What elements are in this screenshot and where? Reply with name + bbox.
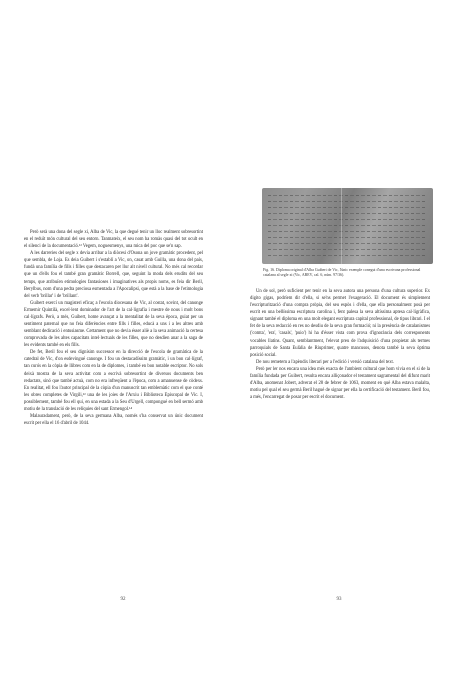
- paragraph: Però serà una dona del segle xi, Alba de Vic, la que degué tenir un lloc realment sobresortint en el reduït món cultural del seu entorn. Tanmateix, el seu nom ha romàs quasi del tot ocult en el silenci de la documentació.¹² Vegem, noguesmenys, una mica del poc que se'n sap.: [24, 230, 203, 250]
- paragraph: Però per ler nos encara una idea més exacta de l'ambient cultural que hom vivia en el si de la família fundada per Guibert, resulta encara alliçonador el testament sagramental del difunt marit d'Alba, anomenat Jobert, adverat el 28 de febrer de 1063, moment en què Alba estava malalta, motiu pel qual el seu germà Beril hagué de signar per ella la certificació del testament. Beril fou, a més, l'encarregat de posar per escrit el document.: [250, 366, 430, 401]
- page-number: 92: [120, 597, 126, 602]
- paragraph: A les darreries del segle x devia arribar a la diòcesi d'Osona un jove gramàtic procedent, pel que sembla, de Loja. Es deia Guibert i s'establí a Vic, on, casat amb Guilla, una dona del país, fundà una família de fills i filles que destacaren per llur alt nivell cultural. No més cal recordar que un d'ells fou el també gran gramàtic Borrell, que, seguint la moda dels erudits del seu temps, que atribuïen etimologies fantasioses i imaginatives als propis noms, es feia dir Beril, Berylbus, nom d'una pedra preciosa esmentada a l'Apocalipsi, que està a la base de l'etimologia del verb 'brillar' i de 'brillant'.: [24, 251, 203, 299]
- figure-caption: Fig. 16. Diploma original d'Alba Guibert de Vic, l'únic exemple conegut d'una escrivana professional catalana al segle xi (Vic, ABEV, cal. 6, núm. 97/36).: [263, 268, 421, 278]
- left-text-column: [24, 229, 203, 427]
- manuscript-diploma-image: [262, 188, 433, 264]
- paragraph: De fet, Beril fou el seu dignísim successor en la direcció de l'escola de gramàtica de la catedral de Vic, d'on esdevingué canonge. I fou un destacadíssim gramàtic, i un bon cal·lígraf, tan curós en la còpia de llibres com en la de diplomes, i també en bon notable escriptor. No sols deixà mostra de la seva activitat com a escrivà sobresortint de diversos documents ben redactats, sinó que també actuà, com no era infreqüent a l'època, com a amanuense de còdexs. En realitat, ell fou l'autor principal de la còpia d'un manuscrit tan emblemàtic com el que conté les obres completes de Virgili,¹³ una de les joies de l'Arxiu i Biblioteca Episcopal de Vic. I, possiblement, també fou ell qui, en una estada a la Seu d'Urgell, compongué en bell sermó amb motiu de la translació de les relíquies del sant Ermengol.¹⁴: [24, 350, 203, 412]
- right-text-column: [250, 288, 430, 401]
- paragraph: De nou remetem a l'apèndix literari per a l'edició i versió catalana del text.: [256, 359, 394, 365]
- right-page: [226, 0, 452, 698]
- page-number: 93: [336, 597, 342, 602]
- paragraph: Malauradament, però, de la seva germana Alba, només s'ha conservat un únic document escrit per ella el 16 d'abril de 1044.: [24, 414, 203, 427]
- paragraph: Un de sol, però suficient per tenir en la seva autora una persona d'una cultura superior. Ex digito gigas, podríem dir d'ella, si se'ns permet l'exageració. El document és simplement l'escripturització d'una compra pròpia, del seu espòs i d'ella, que ella personalment posà per escrit en una bellíssima escriptura carolina i, fent palesa la seva altíssima aptesa cal·ligràfica, signant també el diploma en una molt elegant escriptura capital professional, de tipus librari. I el fet de la seva redacció en res no desdiu de la seva gran formació; ni la presència de catalanismes ('comta', 'era', 'casals', 'puio') hi ha d'ésser vista com prova d'ignorància dels corresponents vocables llatins. Quant, semblantment, l'elevat preu de l'adquisició d'una propietat als termes parroquials de Santa Eulàlia de Riuprimer, quatre mancusos, denota també la seva òptima posició social.: [250, 289, 430, 358]
- paragraph: Guibert exercí un magisteri eficaç a l'escola diocesana de Vic, al costat, sovint, del canonge Ermemir Quintilà, excel·lent dominador de l'art de la cal·ligrafia i mestre de nous i molt bons cal·lígrafs. Però, a més, Guibert, home avançat a la mentalitat de la seva època, guiat per un sentiment paternal que no feia diferències entre fills i filles, educà a uns i a les altres amb semblant dedicació i entusiasme. Certament que no devia ésser aliè a la seva animació la certesa comprovada de les altes capacitats intel·lectuals de les filles, que no desdien anar a la saga de les evidents també en els fills.: [24, 300, 203, 349]
